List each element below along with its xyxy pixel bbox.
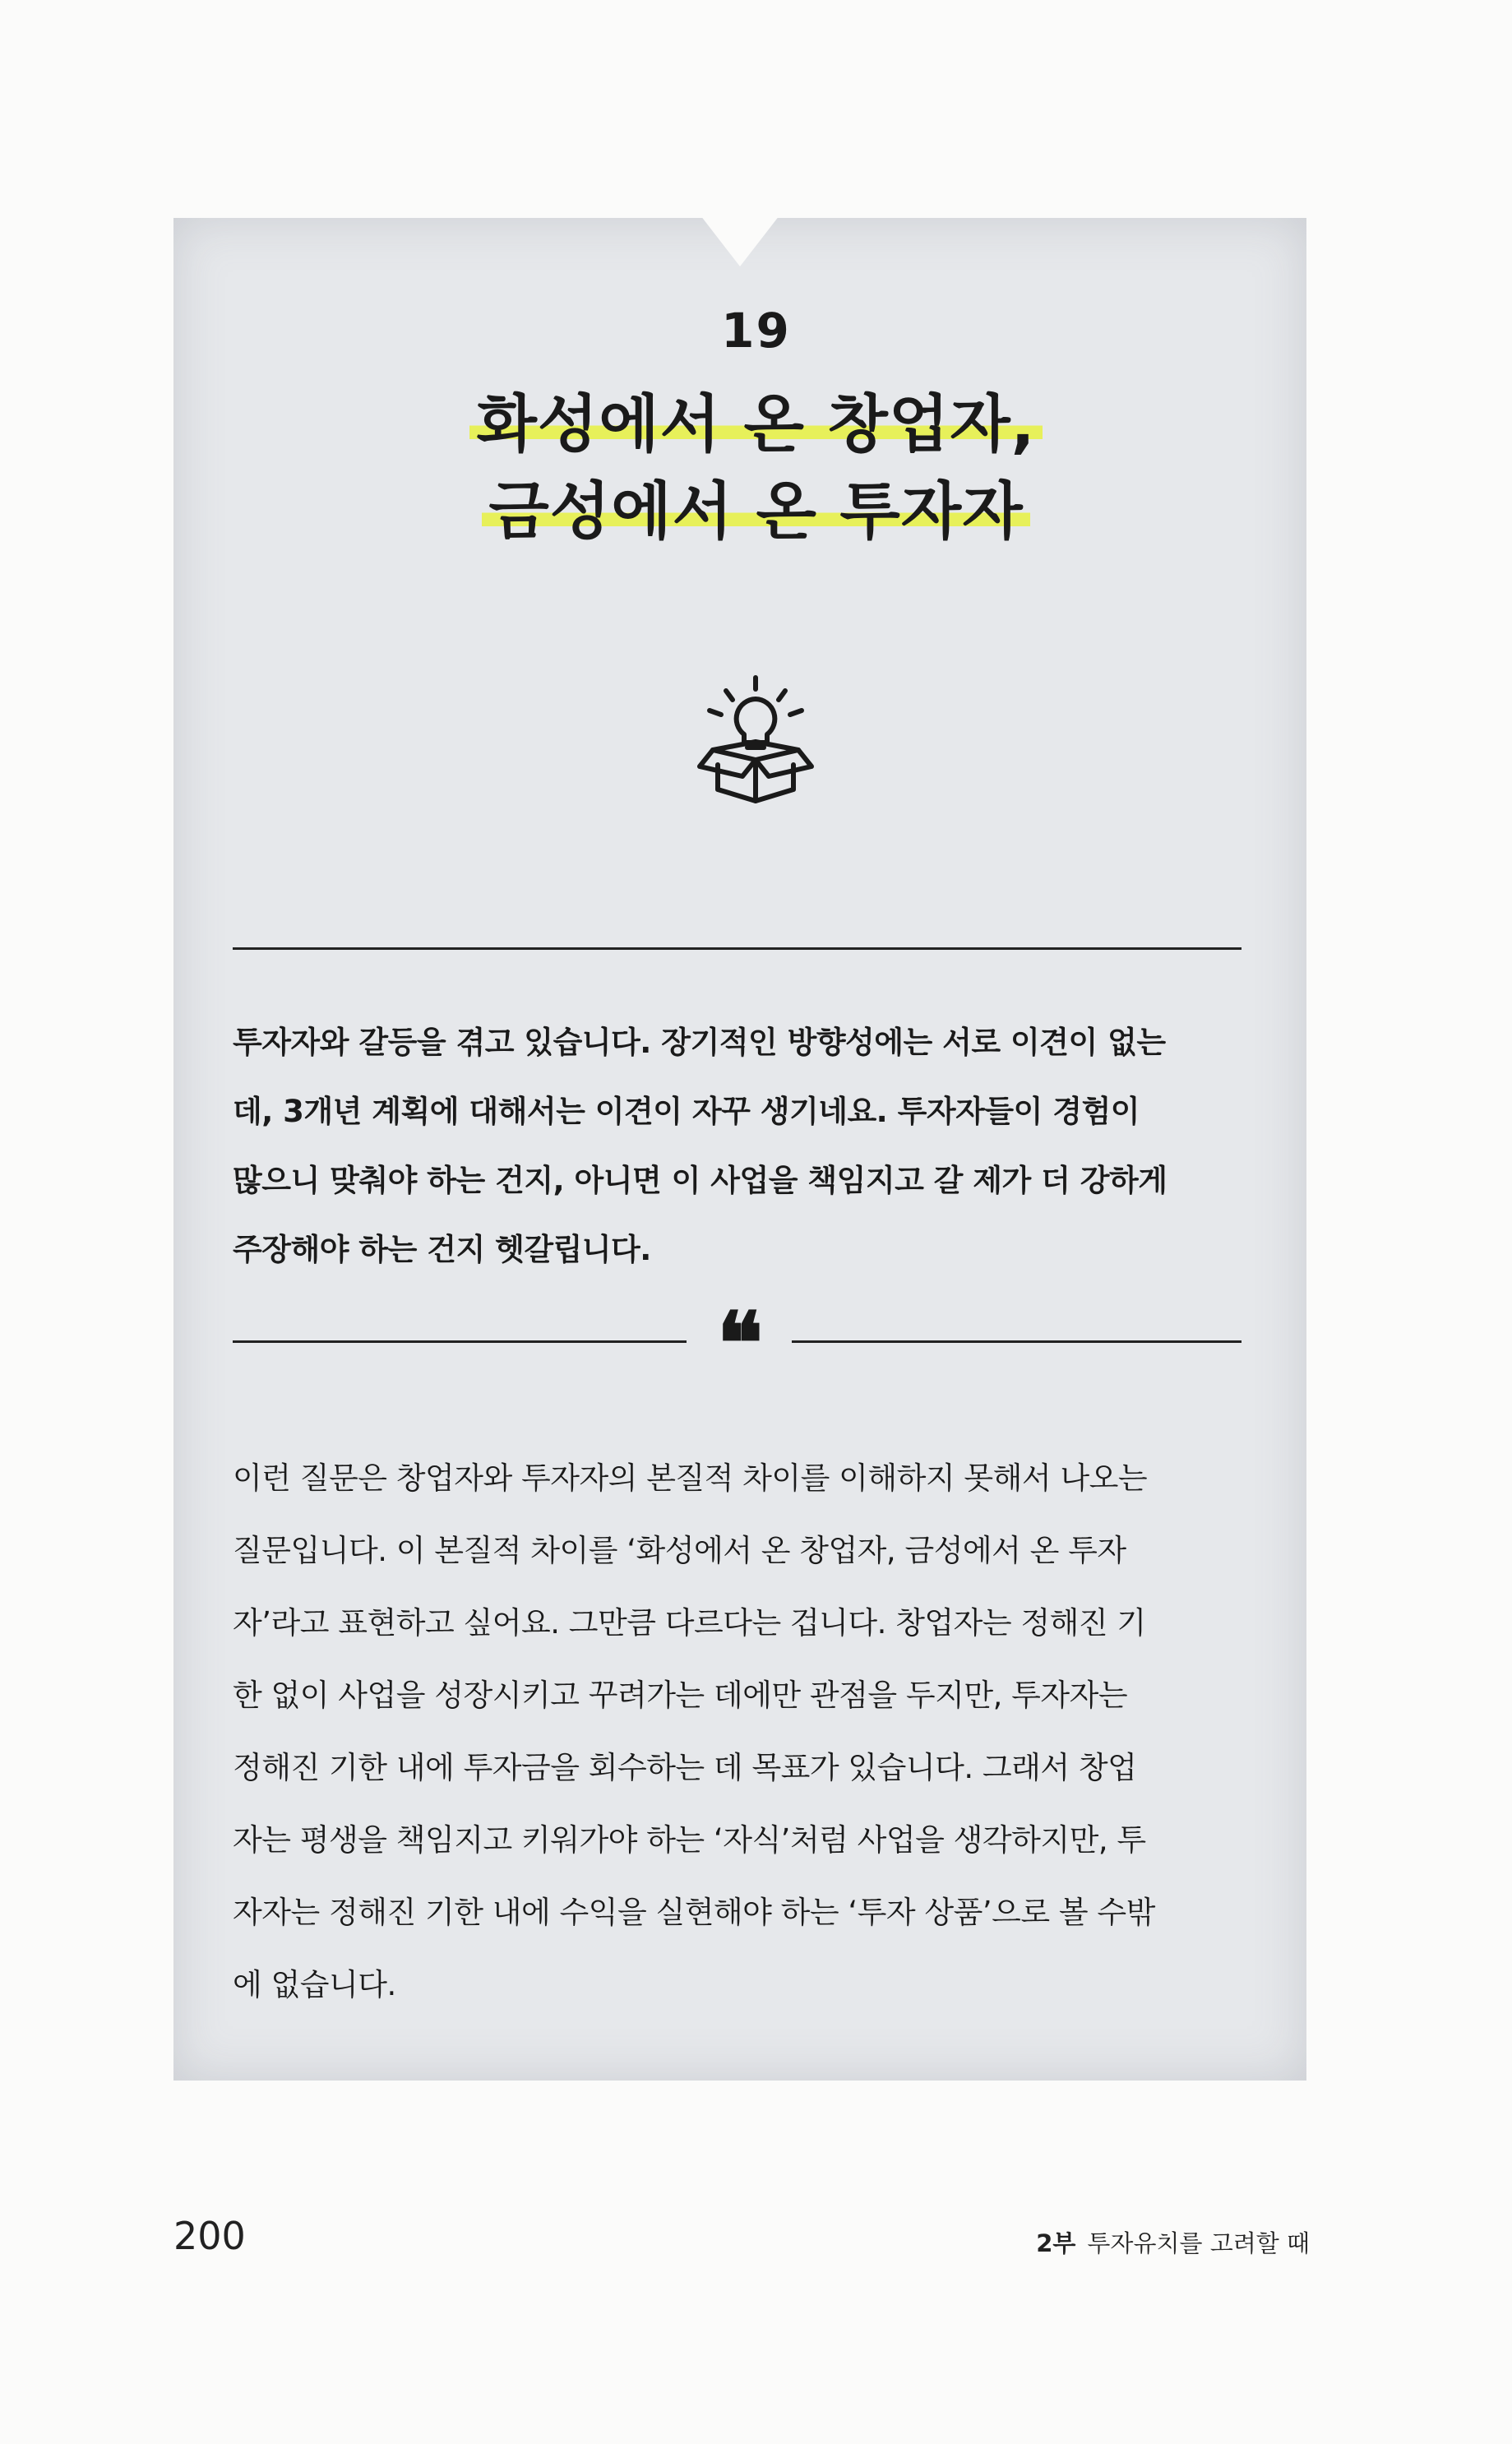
question-line: 많으니 맞춰야 하는 건지, 아니면 이 사업을 책임지고 갈 제가 더 강하게 xyxy=(233,1163,1168,1198)
answer-line: 이런 질문은 창업자와 투자자의 본질적 차이를 이해하지 못해서 나오는 xyxy=(233,1460,1148,1496)
part-label: 2부 xyxy=(1036,2229,1076,2257)
quote-mark-icon: ❝ xyxy=(717,1293,763,1394)
divider-top xyxy=(233,947,1242,950)
divider-left xyxy=(233,1340,687,1343)
chapter-title xyxy=(0,387,1512,548)
chapter-number: 19 xyxy=(721,303,791,359)
answer-line: 자는 평생을 책임지고 키워가야 하는 ‘자식’처럼 사업을 생각하지만, 투 xyxy=(233,1822,1146,1858)
answer-text xyxy=(233,1442,1252,2021)
answer-line: 자자는 정해진 기한 내에 수익을 실현해야 하는 ‘투자 상품’으로 볼 수밖 xyxy=(233,1895,1155,1930)
answer-line: 한 없이 사업을 성장시키고 꾸려가는 데에만 관점을 두지만, 투자자는 xyxy=(233,1678,1128,1713)
answer-line: 질문입니다. 이 본질적 차이를 ‘화성에서 온 창업자, 금성에서 온 투자 xyxy=(233,1533,1126,1568)
question-line: 데, 3개년 계획에 대해서는 이견이 자꾸 생기네요. 투자자들이 경험이 xyxy=(233,1094,1140,1129)
question-line: 주장해야 하는 건지 헷갈립니다. xyxy=(233,1232,651,1267)
reader-question xyxy=(233,1008,1252,1284)
divider-right xyxy=(792,1340,1242,1343)
answer-line: 자’라고 표현하고 싶어요. 그만큼 다르다는 겁니다. 창업자는 정해진 기 xyxy=(233,1605,1146,1641)
question-line: 투자자와 갈등을 겪고 있습니다. 장기적인 방향성에는 서로 이견이 없는 xyxy=(233,1025,1166,1060)
running-footer xyxy=(973,2225,1310,2259)
part-title: 투자유치를 고려할 때 xyxy=(1087,2229,1310,2257)
answer-line: 정해진 기한 내에 투자금을 회수하는 데 목표가 있습니다. 그래서 창업 xyxy=(233,1750,1137,1785)
chapter-title-line-2: 금성에서 온 투자자 xyxy=(482,480,1029,543)
panel-notch xyxy=(701,215,779,266)
chapter-title-line-1: 화성에서 온 창업자, xyxy=(469,393,1042,456)
lightbulb-box-icon xyxy=(685,674,826,806)
answer-line: 에 없습니다. xyxy=(233,1967,396,2002)
page-number: 200 xyxy=(173,2214,246,2258)
